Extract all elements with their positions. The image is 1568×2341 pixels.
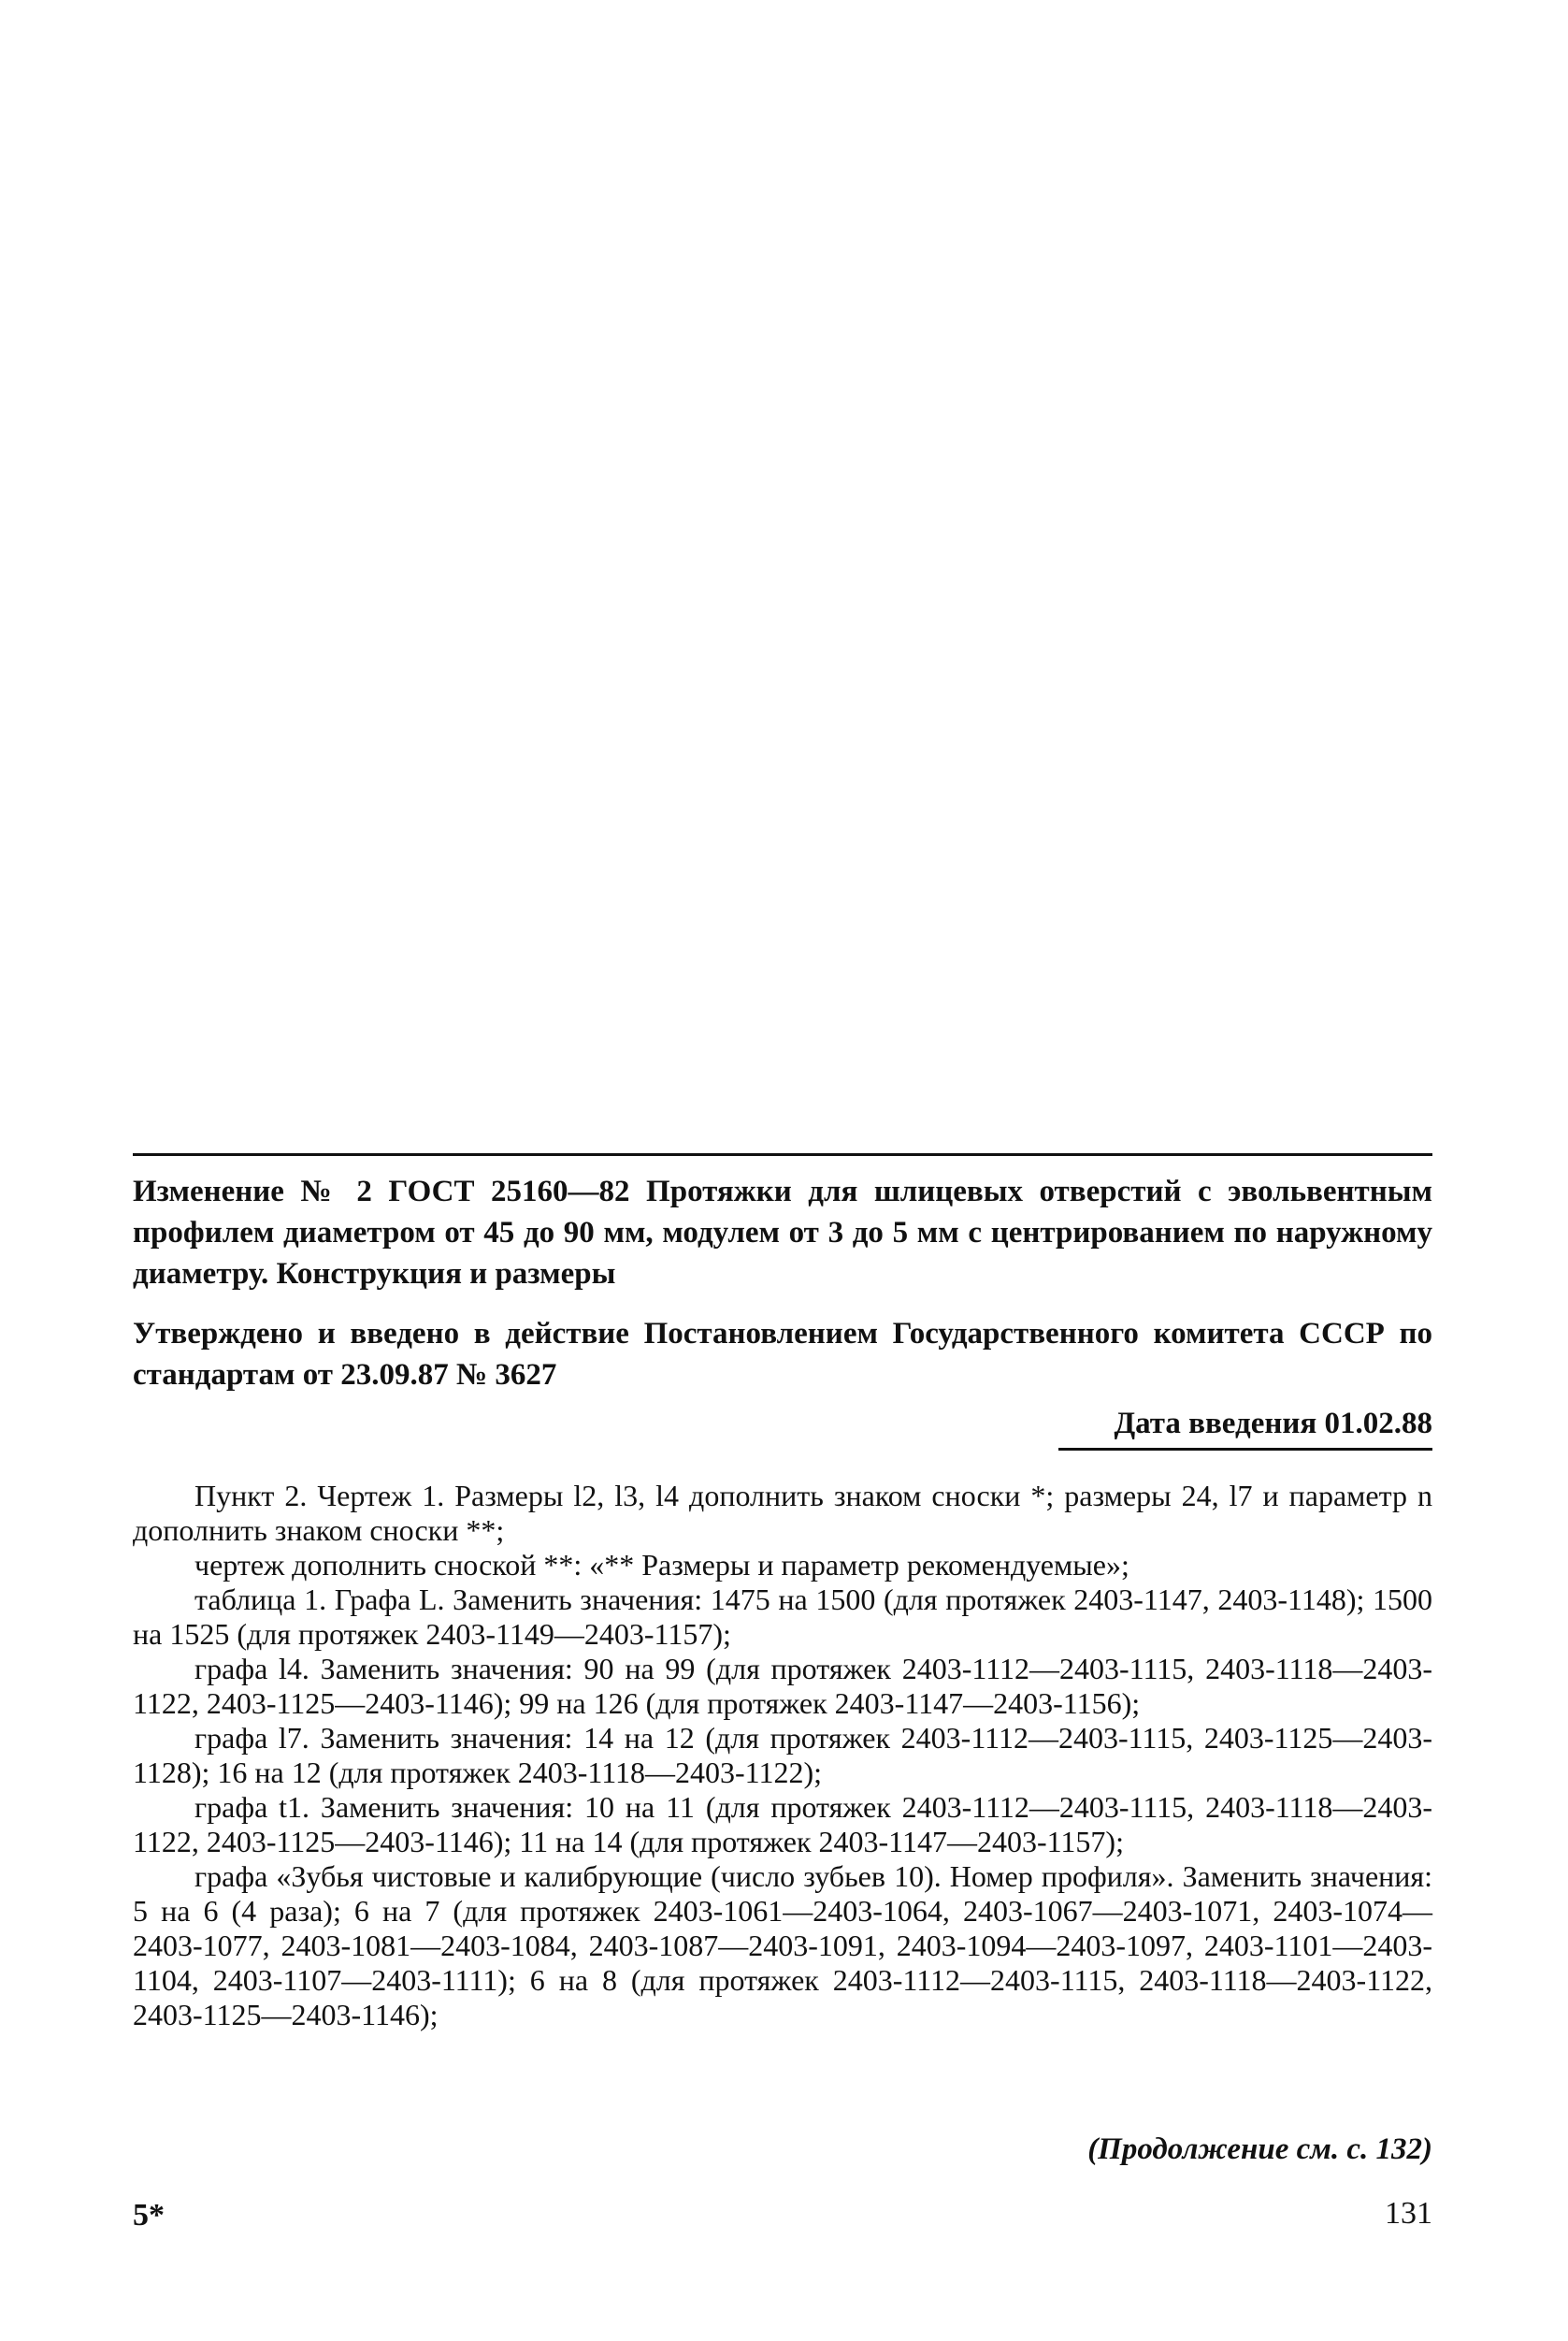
amendment-body (133, 1479, 1432, 2032)
paragraph-2: чертеж дополнить сноской **: «** Размеры и параметр рекомендуемые»; (194, 1548, 1129, 1582)
page-number: 131 (1385, 2196, 1432, 2231)
paragraph-1: Пункт 2. Чертеж 1. Размеры l2, l3, l4 дополнить знаком сноски *; размеры 24, l7 и параметр n дополнить знаком сноски **; (133, 1479, 1432, 1547)
approval-statement: Утверждено и введено в действие Постановлением Государственного комитета СССР по стандартам от 23.09.87 № 3627 (133, 1317, 1432, 1392)
paragraph-6: графа t1. Заменить значения: 10 на 11 (для протяжек 2403-1112—2403-1115, 2403-1118—2403-1122, 2403-1125—2403-1146); 11 на 14 (для протяжек 2403-1147—2403-1157); (133, 1790, 1432, 1858)
paragraph-4: графа l4. Заменить значения: 90 на 99 (для протяжек 2403-1112—2403-1115, 2403-1118—2403-1122, 2403-1125—2403-1146); 99 на 126 (для протяжек 2403-1147—2403-1156); (133, 1652, 1432, 1720)
paragraph-5: графа l7. Заменить значения: 14 на 12 (для протяжек 2403-1112—2403-1115, 2403-1125—2403-1128); 16 на 12 (для протяжек 2403-1118—2403-1122); (133, 1721, 1432, 1789)
paragraph-3: таблица 1. Графа L. Заменить значения: 1475 на 1500 (для протяжек 2403-1147, 2403-1148); 1500 на 1525 (для протяжек 2403-1149—2403-1157); (133, 1582, 1432, 1651)
continuation-note: (Продолжение см. с. 132) (1087, 2132, 1432, 2166)
paragraph-7: графа «Зубья чистовые и калибрующие (число зубьев 10). Номер профиля». Заменить значения: 5 на 6 (4 раза); 6 на 7 (для протяжек 2403-1061—2403-1064, 2403-1067—2403-1071, 2403-1074—2403-1077, 2403-1081—2403-1084, 2403-1087—2403-1091, 2403-1094—2403-1097, 2403-1101—2403-1104, 2403-1107—2403-1111); 6 на 8 (для протяжек 2403-1112—2403-1115, 2403-1118—2403-1122, 2403-1125—2403-1146); (133, 1859, 1432, 2031)
effective-date: Дата введения 01.02.88 (1058, 1403, 1432, 1451)
effective-date-block (133, 1403, 1432, 1451)
document-content (133, 1171, 1432, 2032)
amendment-heading: Изменение № 2 ГОСТ 25160—82 Протяжки для шлицевых отверстий с эвольвентным профилем диаметром от 45 до 90 мм, модулем от 3 до 5 мм с центрированием по наружному диаметру. Конструкция и размеры (133, 1175, 1432, 1291)
signature-mark: 5* (133, 2198, 165, 2233)
top-rule (133, 1153, 1432, 1156)
